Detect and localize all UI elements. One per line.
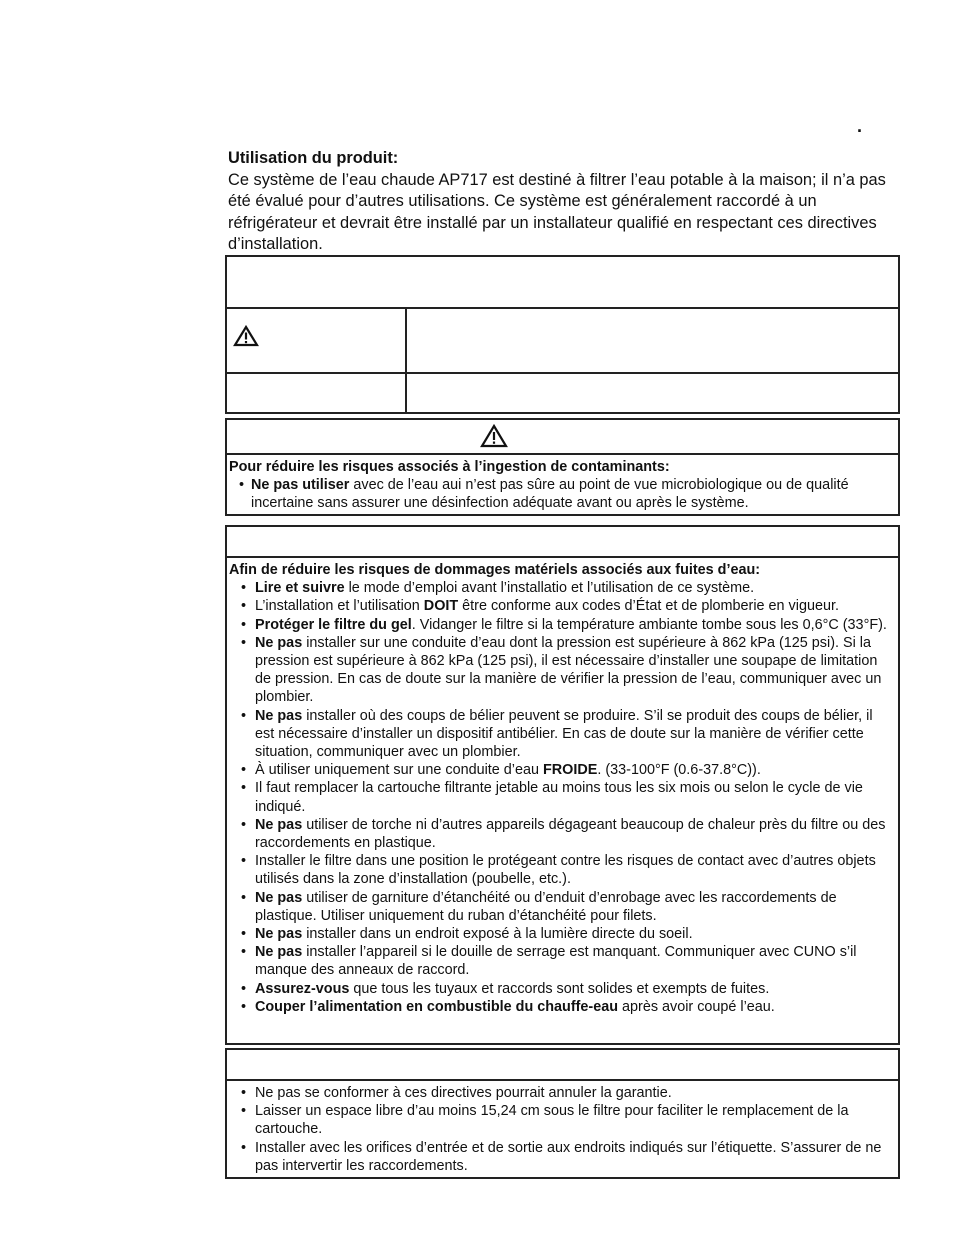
signal-table-row-2 <box>227 372 898 414</box>
list-item: • Ne pas installer où des coups de bélier peuvent se produire. S’il se produit des coups de bélier, il est nécessaire d’installer un dispositif antibélier. En cas de doute sur la manière de vérifier cette situation, communiquer avec un plombier. <box>229 707 894 762</box>
caution-list <box>229 579 894 1016</box>
caution-box-content <box>227 558 898 1020</box>
list-item: • Couper l’alimentation en combustible du chauffe-eau après avoir coupé l’eau. <box>229 998 894 1016</box>
list-item: • À utiliser uniquement sur une conduite d’eau FROIDE. (33-100°F (0.6-37.8°C)). <box>229 761 894 779</box>
signal-word-table <box>225 255 900 414</box>
list-item: • Laisser un espace libre d’au moins 15,24 cm sous le filtre pour faciliter le remplacement de la cartouche. <box>229 1102 894 1138</box>
note-box <box>225 1048 900 1179</box>
list-item: • Lire et suivre le mode d’emploi avant l’installatio et l’utilisation de ce système. <box>229 579 894 597</box>
warning-box-content <box>227 455 898 517</box>
list-item: • Ne pas utiliser de torche ni d’autres appareils dégageant beaucoup de chaleur près du filtre ou des raccordements en plastique. <box>229 816 894 852</box>
list-item: • Ne pas utiliser de garniture d’étanchéité ou d’enduit d’enrobage avec les raccordements de plastique. Utiliser uniquement du ruban d’étanchéité pour filets. <box>229 889 894 925</box>
list-item: • Installer le filtre dans une position le protégeant contre les risques de contact avec d’autres objets utilisés dans la zone d’installation (poubelle, etc.). <box>229 852 894 888</box>
list-item: • Ne pas se conformer à ces directives pourrait annuler la garantie. <box>229 1084 894 1102</box>
list-item: • L’installation et l’utilisation DOIT être conforme aux codes d’État et de plomberie en vigueur. <box>229 597 894 615</box>
note-box-header <box>227 1050 898 1081</box>
caution-box <box>225 525 900 1045</box>
warning-box-header <box>227 420 898 455</box>
list-item: • Il faut remplacer la cartouche filtrante jetable au moins tous les six mois ou selon le cycle de vie indiqué. <box>229 779 894 815</box>
list-item: • Assurez-vous que tous les tuyaux et raccords sont solides et exempts de fuites. <box>229 980 894 998</box>
caution-lead: Afin de réduire les risques de dommages matériels associés aux fuites d’eau: <box>229 562 761 578</box>
caution-box-header <box>227 527 898 558</box>
intro-section <box>228 148 888 256</box>
warning-lead: Pour réduire les risques associés à l’ingestion de contaminants: <box>229 459 670 475</box>
corner-mark: . <box>857 116 863 136</box>
note-list <box>229 1084 894 1175</box>
warning-triangle-icon <box>233 325 259 347</box>
signal-table-symbol-cell <box>227 309 407 372</box>
warning-box <box>225 418 900 516</box>
signal-table-text-cell <box>407 374 898 414</box>
signal-table-label-cell <box>227 374 407 414</box>
signal-table-row-warning <box>227 307 898 372</box>
signal-table-header <box>227 257 898 307</box>
signal-table-description-cell <box>407 309 898 372</box>
list-item: • Ne pas installer sur une conduite d’eau dont la pression est supérieure à 862 kPa (125 psi). Si la pression est supérieure à 862 kPa (125 psi), il est nécessaire d’installer une soupape de limitation de pression. En cas de doute sur la manière de vérifier la pression de l’eau, communiquer avec un plombier. <box>229 634 894 707</box>
list-item: • Protéger le filtre du gel. Vidanger le filtre si la température ambiante tombe sous les 0,6°C (33°F). <box>229 616 894 634</box>
warning-triangle-icon <box>480 424 508 448</box>
note-box-content <box>227 1081 898 1179</box>
warning-list <box>229 476 894 512</box>
list-item: • Ne pas utiliser avec de l’eau aui n’est pas sûre au point de vue microbiologique ou de qualité incertaine sans assurer une désinfection adéquate avant ou après le système. <box>229 476 894 512</box>
intro-text: Ce système de l’eau chaude AP717 est destiné à filtrer l’eau potable à la maison; il n’a pas été évalué pour d’autres utilisations. Ce système est généralement raccordé à un réfrigérateur et devrait être installé par un installateur qualifié en respectant ces directives d’installation. <box>228 170 886 253</box>
list-item: • Ne pas installer l’appareil si le douille de serrage est manquant. Communiquer avec CUNO s’il manque des anneaux de raccord. <box>229 943 894 979</box>
list-item: • Ne pas installer dans un endroit exposé à la lumière directe du soeil. <box>229 925 894 943</box>
intro-heading: Utilisation du produit: <box>228 149 399 167</box>
list-item: • Installer avec les orifices d’entrée et de sortie aux endroits indiqués sur l’étiquette. S’assurer de ne pas intervertir les raccordements. <box>229 1139 894 1175</box>
